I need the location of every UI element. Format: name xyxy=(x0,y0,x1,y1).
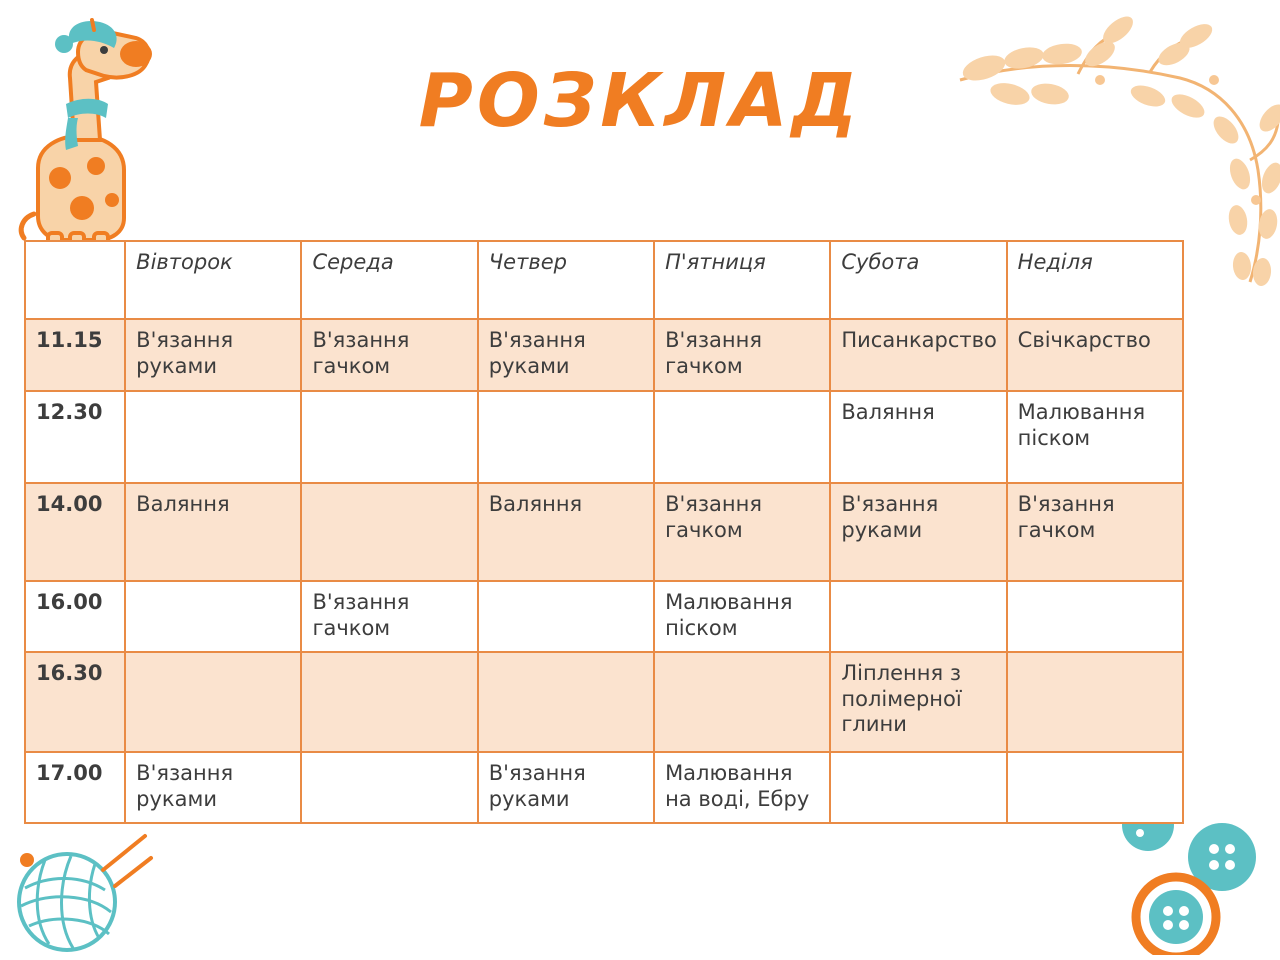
table-row xyxy=(25,581,1183,652)
cell xyxy=(301,483,477,581)
cell: В'язання руками xyxy=(478,319,654,391)
header-day-saturday: Субота xyxy=(830,241,1006,319)
table-row xyxy=(25,391,1183,483)
cell: Валяння xyxy=(478,483,654,581)
cell xyxy=(478,581,654,652)
row-time: 12.30 xyxy=(25,391,125,483)
cell xyxy=(654,652,830,752)
cell xyxy=(478,391,654,483)
header-corner xyxy=(25,241,125,319)
row-time: 11.15 xyxy=(25,319,125,391)
cell: В'язання руками xyxy=(125,752,301,823)
cell xyxy=(301,652,477,752)
cell: В'язання гачком xyxy=(1007,483,1183,581)
yarn-ball-icon xyxy=(5,830,155,960)
cell: Ліплення з полімерної глини xyxy=(830,652,1006,752)
cell: Малювання піском xyxy=(654,581,830,652)
table-body xyxy=(25,319,1183,823)
cell: В'язання руками xyxy=(478,752,654,823)
row-time: 16.00 xyxy=(25,581,125,652)
cell xyxy=(125,652,301,752)
table-row xyxy=(25,752,1183,823)
cell xyxy=(125,391,301,483)
table-row xyxy=(25,319,1183,391)
cell xyxy=(830,581,1006,652)
cell xyxy=(830,752,1006,823)
cell: Малювання піском xyxy=(1007,391,1183,483)
page-title: РОЗКЛАД xyxy=(418,58,862,144)
header-day-friday: П'ятниця xyxy=(654,241,830,319)
header-day-wednesday: Середа xyxy=(301,241,477,319)
row-time: 14.00 xyxy=(25,483,125,581)
cell xyxy=(301,391,477,483)
cell xyxy=(301,752,477,823)
cell: Валяння xyxy=(830,391,1006,483)
cell: В'язання гачком xyxy=(301,581,477,652)
cell: В'язання руками xyxy=(125,319,301,391)
cell: В'язання гачком xyxy=(654,319,830,391)
row-time: 17.00 xyxy=(25,752,125,823)
table-row xyxy=(25,652,1183,752)
schedule-table xyxy=(24,240,1184,824)
cell: Свічкарство xyxy=(1007,319,1183,391)
cell: В'язання руками xyxy=(830,483,1006,581)
table-header xyxy=(25,241,1183,319)
cell xyxy=(1007,752,1183,823)
cell: В'язання гачком xyxy=(301,319,477,391)
table-row xyxy=(25,483,1183,581)
header-day-sunday: Неділя xyxy=(1007,241,1183,319)
row-time: 16.30 xyxy=(25,652,125,752)
cell: В'язання гачком xyxy=(654,483,830,581)
cell: Писанкарство xyxy=(830,319,1006,391)
schedule-table-wrapper xyxy=(24,240,1184,824)
header-day-thursday: Четвер xyxy=(478,241,654,319)
cell: Валяння xyxy=(125,483,301,581)
header-day-tuesday: Вівторок xyxy=(125,241,301,319)
cell xyxy=(1007,652,1183,752)
cell xyxy=(1007,581,1183,652)
cell xyxy=(654,391,830,483)
cell xyxy=(478,652,654,752)
cell: Малювання на воді, Ебру xyxy=(654,752,830,823)
cell xyxy=(125,581,301,652)
